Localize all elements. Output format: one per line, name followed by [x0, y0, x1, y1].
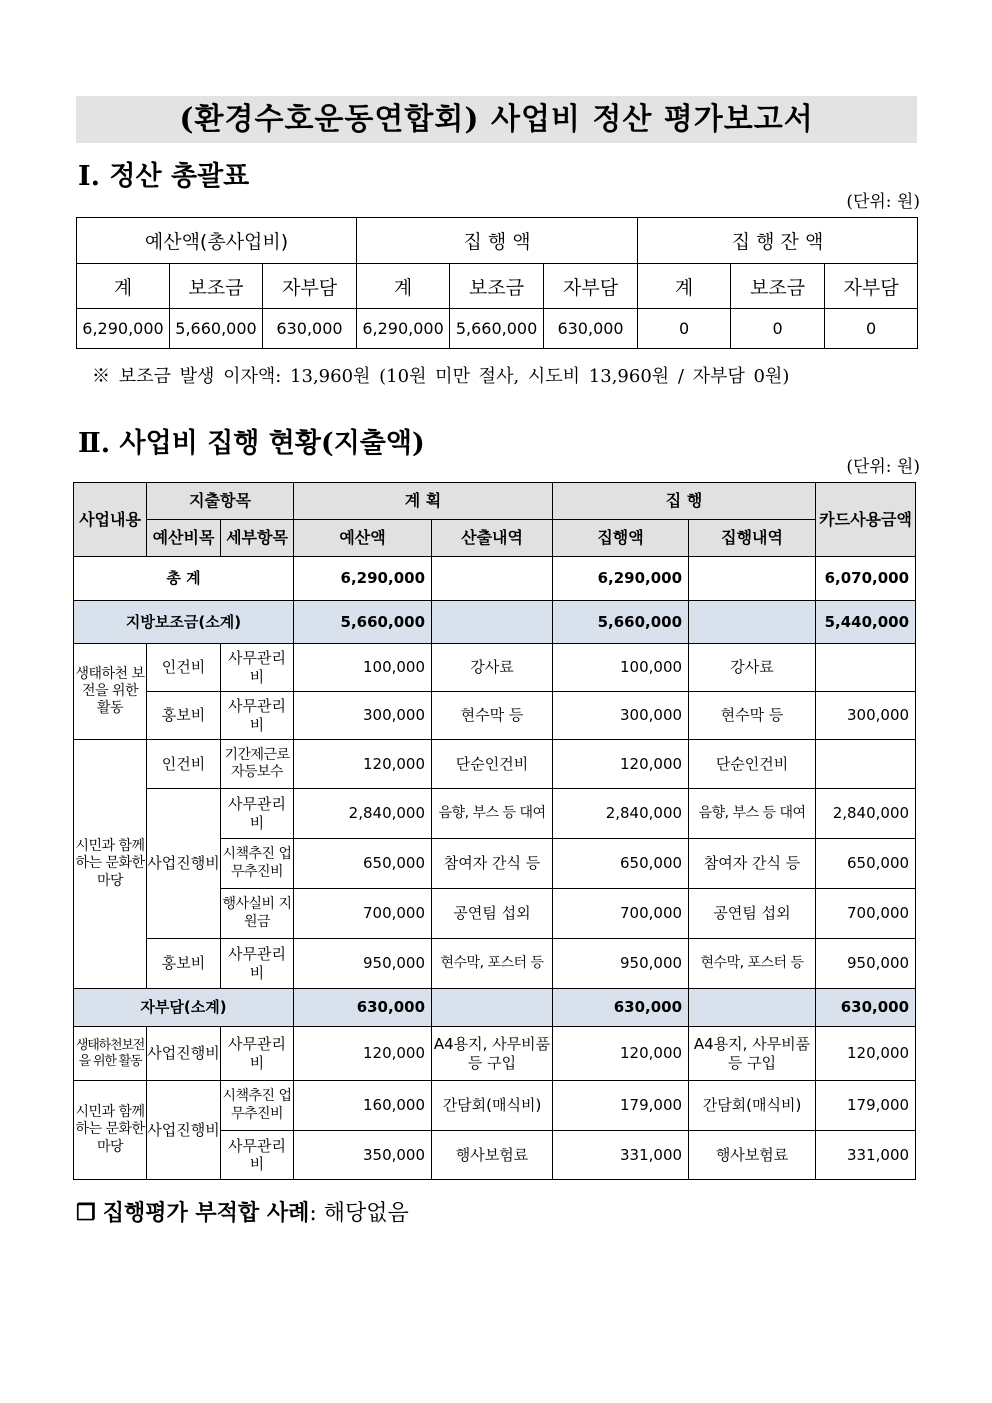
- summary-table: [76, 217, 918, 349]
- project-name: 시민과 함께하는 문화한마당: [74, 740, 147, 989]
- detail-item: 사무관리비: [221, 789, 294, 839]
- table-row: [74, 740, 916, 789]
- header-exec-detail: 집행내역: [689, 520, 816, 557]
- budget-amount: 350,000: [294, 1131, 432, 1180]
- header-execution: 집 행: [553, 483, 816, 520]
- budget-amount: 120,000: [294, 1027, 432, 1081]
- detail-item: 기간제근로 자등보수: [221, 740, 294, 789]
- subheader-self: 자부담: [825, 264, 918, 309]
- header-plan: 계 획: [294, 483, 553, 520]
- page-title: (환경수호운동연합회) 사업비 정산 평가보고서: [76, 96, 917, 143]
- detail-item: 사무관리비: [221, 644, 294, 692]
- exec-amount: 650,000: [553, 839, 689, 889]
- detail-item: 사무관리비: [221, 1027, 294, 1081]
- subheader-self: 자부담: [544, 264, 638, 309]
- summary-value: 0: [825, 309, 918, 349]
- card-amount: [816, 644, 916, 692]
- subheader-total: 계: [638, 264, 731, 309]
- self-subtotal-row: [74, 989, 916, 1027]
- summary-value: 630,000: [544, 309, 638, 349]
- calc-detail: 참여자 간식 등: [432, 839, 553, 889]
- budget-item: 사업진행비: [147, 1081, 221, 1180]
- table-row: [74, 789, 916, 839]
- evaluation-value: : 해당없음: [309, 1201, 409, 1226]
- exec-amount: 300,000: [553, 692, 689, 740]
- calc-detail: A4용지, 사무비품 등 구입: [432, 1027, 553, 1081]
- table-row: [74, 939, 916, 989]
- exec-detail: 단순인건비: [689, 740, 816, 789]
- total-exec: 6,290,000: [553, 557, 689, 601]
- exec-amount: 2,840,000: [553, 789, 689, 839]
- project-name: 생태하천보전을 위한 활동: [74, 1027, 147, 1081]
- exec-detail: 현수막, 포스터 등: [689, 939, 816, 989]
- subsidy-label: 지방보조금(소계): [74, 601, 294, 644]
- table-row: [74, 1027, 916, 1081]
- detail-item: 사무관리비: [221, 692, 294, 740]
- exec-amount: 331,000: [553, 1131, 689, 1180]
- exec-detail: 음향, 부스 등 대여: [689, 789, 816, 839]
- self-budget: 630,000: [294, 989, 432, 1027]
- exec-amount: 120,000: [553, 1027, 689, 1081]
- card-amount: 650,000: [816, 839, 916, 889]
- header-expense-item: 지출항목: [147, 483, 294, 520]
- calc-detail: 행사보험료: [432, 1131, 553, 1180]
- exec-amount: 700,000: [553, 889, 689, 939]
- exec-detail: 행사보험료: [689, 1131, 816, 1180]
- card-amount: 700,000: [816, 889, 916, 939]
- subsidy-exec: 5,660,000: [553, 601, 689, 644]
- card-amount: 331,000: [816, 1131, 916, 1180]
- budget-amount: 650,000: [294, 839, 432, 889]
- calc-detail: 강사료: [432, 644, 553, 692]
- calc-detail: 단순인건비: [432, 740, 553, 789]
- exec-detail: 참여자 간식 등: [689, 839, 816, 889]
- subsidy-budget: 5,660,000: [294, 601, 432, 644]
- project-name: 생태하천 보전을 위한 활동: [74, 644, 147, 740]
- table-row: [74, 692, 916, 740]
- subheader-self: 자부담: [263, 264, 357, 309]
- execution-table: [73, 482, 916, 1180]
- budget-amount: 950,000: [294, 939, 432, 989]
- budget-amount: 2,840,000: [294, 789, 432, 839]
- self-card: 630,000: [816, 989, 916, 1027]
- budget-item: 인건비: [147, 740, 221, 789]
- subsidy-subtotal-row: [74, 601, 916, 644]
- budget-amount: 700,000: [294, 889, 432, 939]
- summary-value: 0: [731, 309, 825, 349]
- summary-value: 630,000: [263, 309, 357, 349]
- exec-amount: 950,000: [553, 939, 689, 989]
- evaluation-label: 집행평가 부적합 사례: [102, 1200, 310, 1226]
- summary-value: 5,660,000: [450, 309, 544, 349]
- calc-detail: 현수막 등: [432, 692, 553, 740]
- total-row: [74, 557, 916, 601]
- card-amount: 120,000: [816, 1027, 916, 1081]
- header-card: 카드사용금액: [816, 483, 916, 557]
- card-amount: 2,840,000: [816, 789, 916, 839]
- summary-value: 5,660,000: [170, 309, 263, 349]
- budget-amount: 100,000: [294, 644, 432, 692]
- total-budget: 6,290,000: [294, 557, 432, 601]
- budget-item: 인건비: [147, 644, 221, 692]
- budget-amount: 300,000: [294, 692, 432, 740]
- calc-detail: 현수막, 포스터 등: [432, 939, 553, 989]
- calc-detail: 공연팀 섭외: [432, 889, 553, 939]
- summary-value: 0: [638, 309, 731, 349]
- card-amount: [816, 740, 916, 789]
- evaluation-line: [76, 1196, 409, 1227]
- calc-detail: 음향, 부스 등 대여: [432, 789, 553, 839]
- total-label: 총 계: [74, 557, 294, 601]
- budget-item: 홍보비: [147, 939, 221, 989]
- exec-detail: 현수막 등: [689, 692, 816, 740]
- budget-item: 사업진행비: [147, 1027, 221, 1081]
- exec-detail: 간담회(매식비): [689, 1081, 816, 1131]
- unit-label: (단위: 원): [846, 192, 920, 212]
- budget-item: 사업진행비: [147, 789, 221, 939]
- detail-item: 시책추진 업무추진비: [221, 1081, 294, 1131]
- exec-detail: A4용지, 사무비품 등 구입: [689, 1027, 816, 1081]
- subheader-subsidy: 보조금: [450, 264, 544, 309]
- detail-item: 시책추진 업무추진비: [221, 839, 294, 889]
- header-exec-amount: 집행액: [553, 520, 689, 557]
- card-amount: 300,000: [816, 692, 916, 740]
- subsidy-card: 5,440,000: [816, 601, 916, 644]
- table-row: [74, 644, 916, 692]
- group-header-execution: 집 행 액: [357, 218, 638, 264]
- section-1-heading: Ⅰ. 정산 총괄표: [78, 161, 250, 192]
- self-label: 자부담(소계): [74, 989, 294, 1027]
- table-row: [74, 1081, 916, 1131]
- header-budget: 예산액: [294, 520, 432, 557]
- card-amount: 950,000: [816, 939, 916, 989]
- budget-item: 홍보비: [147, 692, 221, 740]
- header-project: 사업내용: [74, 483, 147, 557]
- subheader-subsidy: 보조금: [731, 264, 825, 309]
- section-2-heading: Ⅱ. 사업비 집행 현황(지출액): [78, 428, 425, 459]
- header-budget-item: 예산비목: [147, 520, 221, 557]
- exec-detail: 공연팀 섭외: [689, 889, 816, 939]
- header-detail-item: 세부항목: [221, 520, 294, 557]
- subheader-subsidy: 보조금: [170, 264, 263, 309]
- card-amount: 179,000: [816, 1081, 916, 1131]
- subheader-total: 계: [357, 264, 450, 309]
- detail-item: 사무관리비: [221, 1131, 294, 1180]
- header-calc: 산출내역: [432, 520, 553, 557]
- project-name: 시민과 함께하는 문화한마당: [74, 1081, 147, 1180]
- interest-note: ※ 보조금 발생 이자액: 13,960원 (10원 미만 절사, 시도비 13,960원 / 자부담 0원): [92, 366, 790, 387]
- exec-amount: 179,000: [553, 1081, 689, 1131]
- total-card: 6,070,000: [816, 557, 916, 601]
- detail-item: 사무관리비: [221, 939, 294, 989]
- self-exec: 630,000: [553, 989, 689, 1027]
- group-header-balance: 집 행 잔 액: [638, 218, 918, 264]
- summary-value: 6,290,000: [77, 309, 170, 349]
- budget-amount: 120,000: [294, 740, 432, 789]
- calc-detail: 간담회(매식비): [432, 1081, 553, 1131]
- exec-amount: 120,000: [553, 740, 689, 789]
- unit-label: (단위: 원): [846, 457, 920, 477]
- exec-amount: 100,000: [553, 644, 689, 692]
- summary-value: 6,290,000: [357, 309, 450, 349]
- exec-detail: 강사료: [689, 644, 816, 692]
- detail-item: 행사실비 지원금: [221, 889, 294, 939]
- subheader-total: 계: [77, 264, 170, 309]
- budget-amount: 160,000: [294, 1081, 432, 1131]
- group-header-budget: 예산액(총사업비): [77, 218, 357, 264]
- checkbox-icon: ❒: [76, 1200, 96, 1226]
